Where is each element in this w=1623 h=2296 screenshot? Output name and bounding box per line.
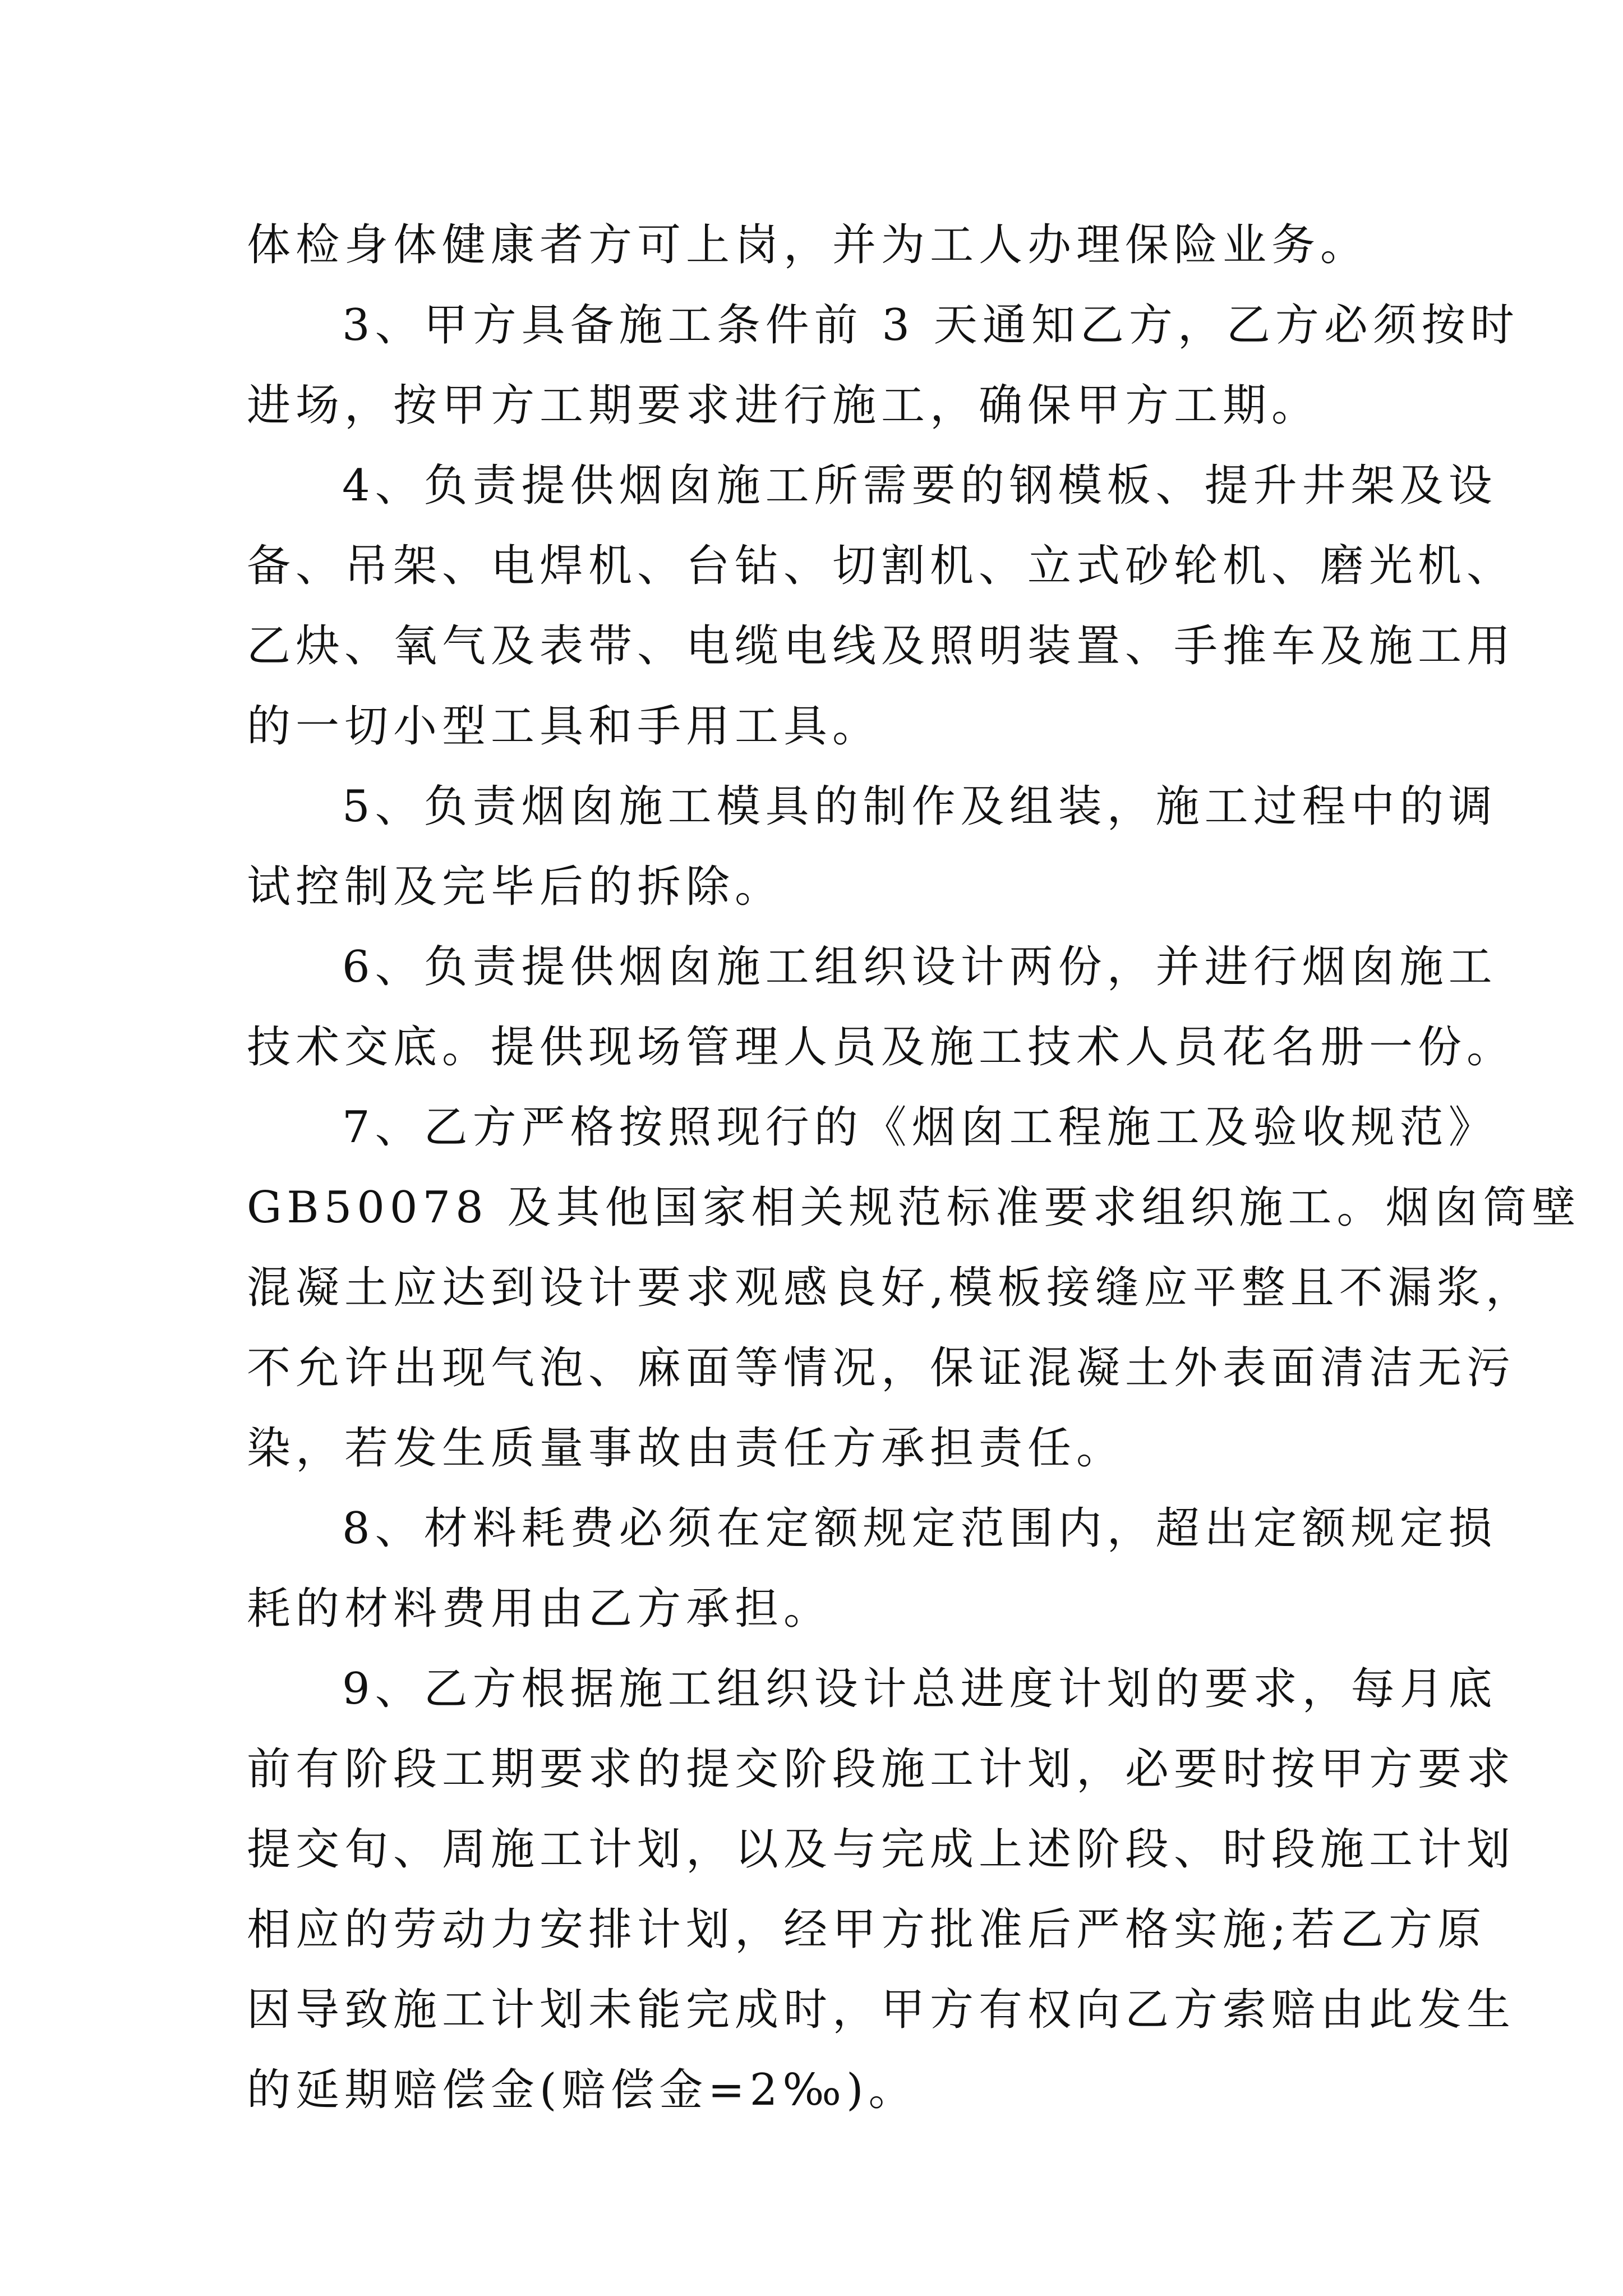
text-line: 体检身体健康者方可上岗，并为工人办理保险业务。 — [247, 220, 1370, 270]
text-line: 耗的材料费用由乙方承担。 — [247, 1584, 833, 1634]
text-line: 3、甲方具备施工条件前 3 天通知乙方，乙方必须按时 — [342, 300, 1519, 351]
text-line: 因导致施工计划未能完成时，甲方有权向乙方索赔由此发生 — [247, 1985, 1516, 2035]
text-line: 染，若发生质量事故由责任方承担责任。 — [247, 1423, 1126, 1474]
text-line: 9、乙方根据施工组织设计总进度计划的要求，每月底 — [342, 1664, 1497, 1714]
text-line: 试控制及完毕后的拆除。 — [247, 862, 784, 912]
text-line: 7、乙方严格按照现行的《烟囱工程施工及验收规范》 — [342, 1102, 1497, 1153]
text-line: 提交旬、周施工计划，以及与完成上述阶段、时段施工计划 — [247, 1824, 1516, 1875]
document-body — [247, 205, 1581, 2131]
text-line: 4、负责提供烟囱施工所需要的钢模板、提升井架及设 — [342, 461, 1497, 511]
text-line: 的一切小型工具和手用工具。 — [247, 701, 882, 752]
text-line: 相应的劳动力安排计划，经甲方批准后严格实施;若乙方原 — [247, 1904, 1487, 1955]
text-line: 备、吊架、电焊机、台钻、切割机、立式砂轮机、磨光机、 — [247, 541, 1516, 591]
text-line: 混凝土应达到设计要求观感良好,模板接缝应平整且不漏浆， — [247, 1263, 1534, 1313]
text-line: 乙炔、氧气及表带、电缆电线及照明装置、手推车及施工用 — [247, 621, 1516, 671]
text-line: 不允许出现气泡、麻面等情况，保证混凝土外表面清洁无污 — [247, 1343, 1516, 1393]
text-line: 6、负责提供烟囱施工组织设计两份，并进行烟囱施工 — [342, 942, 1497, 992]
text-line: 前有阶段工期要求的提交阶段施工计划，必要时按甲方要求 — [247, 1744, 1516, 1795]
text-line: 的延期赔偿金(赔偿金=2‰)。 — [247, 2065, 917, 2115]
text-line: GB50078 及其他国家相关规范标准要求组织施工。烟囱筒壁 — [247, 1182, 1581, 1233]
text-line: 8、材料耗费必须在定额规定范围内，超出定额规定损 — [342, 1503, 1497, 1554]
text-line: 5、负责烟囱施工模具的制作及组装，施工过程中的调 — [342, 781, 1497, 832]
text-line: 进场，按甲方工期要求进行施工，确保甲方工期。 — [247, 380, 1321, 431]
text-line: 技术交底。提供现场管理人员及施工技术人员花名册一份。 — [247, 1022, 1516, 1073]
